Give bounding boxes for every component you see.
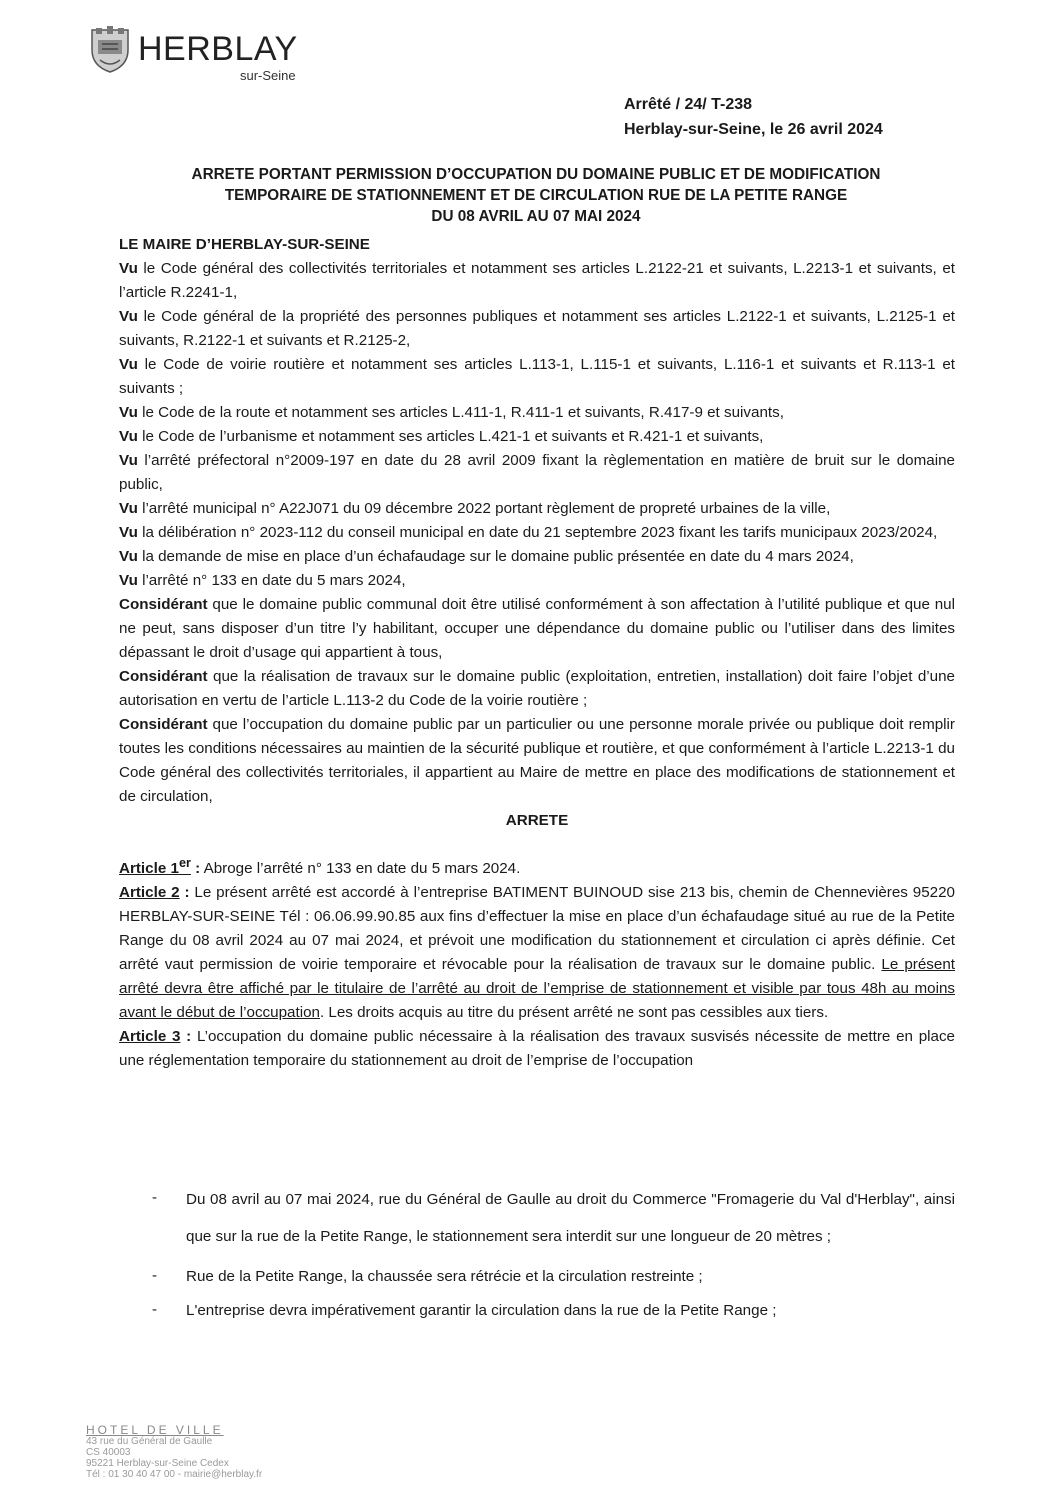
city-logo — [88, 24, 318, 84]
article-1-label: Article 1er — [119, 856, 191, 878]
visa-text: le Code général de la propriété des personnes publiques et notamment ses articles L.2122-1 et suivants, L.2125-1 et suivants, R.2122-1 et suivants et R.2125-2, — [119, 308, 955, 349]
list-item-text: L'entreprise devra impérativement garantir la circulation dans la rue de la Petite Range ; — [186, 1302, 777, 1319]
visa-text: l’arrêté n° 133 en date du 5 mars 2024, — [137, 572, 406, 589]
article-3: Article 3 : L’occupation du domaine public nécessaire à la réalisation des travaux susvisés nécessite de mettre en place une réglementation temporaire du stationnement au droit de l’emprise de l’occupation — [119, 1028, 955, 1070]
visa-paragraph — [119, 449, 955, 497]
visa-text: le Code de la route et notamment ses articles L.411-1, R.411-1 et suivants, R.417-9 et suivants, — [137, 404, 784, 421]
visa-lead: Vu — [119, 500, 138, 517]
visa-lead: Vu — [119, 572, 138, 589]
visa-lead: Vu — [119, 524, 138, 541]
visa-lead: Vu — [119, 308, 138, 325]
article-2-display-notice: Le présent arrêté devra être affiché par le titulaire de l’arrêté au droit de l’emprise de stationnement et visible par tous 48h au moins avant le début de l’occupation — [119, 956, 956, 1022]
article-1: Article 1er : Abroge l’arrêté n° 133 en date du 5 mars 2024. — [119, 856, 521, 878]
place-date: Herblay-sur-Seine, le 26 avril 2024 — [624, 121, 883, 138]
title-line-2: TEMPORAIRE DE STATIONNEMENT ET DE CIRCULATION RUE DE LA PETITE RANGE — [224, 187, 848, 204]
considering-paragraph — [119, 665, 955, 713]
visa-text: la demande de mise en place d’un échafaudage sur le domaine public présentée en date du 4 mars 2024, — [137, 548, 854, 565]
visa-paragraph — [119, 353, 955, 401]
visa-paragraph — [119, 305, 955, 353]
article-3-label: Article 3 — [119, 1028, 181, 1046]
visa-lead: Vu — [119, 404, 138, 421]
visa-paragraph — [119, 545, 955, 569]
list-item-text: Rue de la Petite Range, la chaussée sera rétrécie et la circulation restreinte ; — [186, 1268, 703, 1285]
document-title — [120, 164, 952, 227]
city-crest-icon — [88, 24, 132, 74]
visa-text: le Code de l’urbanisme et notamment ses articles L.421-1 et suivants et R.421-1 et suivants, — [137, 428, 764, 445]
footer-heading: HOTEL DE VILLE — [86, 1423, 224, 1437]
list-item — [152, 1265, 955, 1289]
list-dash: - — [152, 1301, 158, 1318]
arrete-heading: ARRETE — [505, 812, 569, 829]
visa-text: le Code général des collectivités territoriales et notamment ses articles L.2122-21 et suivants, L.2213-1 et suivants, et l’article R.2241-1, — [119, 260, 955, 301]
visa-paragraph — [119, 257, 955, 305]
visa-paragraph — [119, 569, 955, 593]
visa-lead: Vu — [119, 356, 138, 373]
article-2-tail: . Les droits acquis au titre du présent arrêté ne sont pas cessibles aux tiers. — [319, 1004, 829, 1022]
visa-text: la délibération n° 2023-112 du conseil municipal en date du 21 septembre 2023 fixant les tarifs municipaux 2023/2024, — [137, 524, 938, 541]
visa-paragraph — [119, 521, 955, 545]
list-dash: - — [152, 1267, 158, 1284]
considering-text: que le domaine public communal doit être utilisé conformément à son affectation à l’utilité publique et que nul ne peut, sans disposer d’un titre l’y habilitant, occuper une dépendance du domaine public ou l’utiliser dans des limites dépassant le droit d’usage qui appartient à tous, — [119, 596, 955, 661]
logo-name: HERBLAY — [138, 30, 298, 68]
measures-list — [152, 1187, 955, 1333]
footer-address — [86, 1425, 262, 1480]
visa-paragraph — [119, 401, 955, 425]
visa-lead: Vu — [119, 548, 138, 565]
visa-lead: Vu — [119, 260, 138, 277]
considering-paragraph — [119, 713, 955, 809]
considering-lead: Considérant — [119, 716, 208, 733]
visa-text: le Code de voirie routière et notamment ses articles L.113-1, L.115-1 et suivants, L.116-1 et suivants et R.113-1 et suivants ; — [119, 356, 955, 397]
decree-reference: Arrêté / 24/ T-238 — [624, 96, 753, 113]
article-2-text: Le présent arrêté est accordé à l’entreprise BATIMENT BUINOUD sise 213 bis, chemin de Chennevières 95220 HERBLAY-SUR-SEINE Tél : 06.06.99.90.85 aux fins d’effectuer la mise en place d’un échafaudage situé au rue de la Petite Range du 08 avril 2024 au 07 mai 2024, et prévoit une modification du stationnement et circulation ci après définie. Cet arrêté vaut permission de voirie temporaire et révocable pour la réalisation de travaux sur le domaine public. — [119, 884, 955, 974]
authority-line: LE MAIRE D’HERBLAY-SUR-SEINE — [119, 236, 370, 253]
visa-lead: Vu — [119, 452, 138, 469]
considering-paragraph — [119, 593, 955, 665]
considering-lead: Considérant — [119, 668, 208, 685]
title-line-3: DU 08 AVRIL AU 07 MAI 2024 — [431, 208, 641, 225]
considering-lead: Considérant — [119, 596, 208, 613]
visa-text: l’arrêté municipal n° A22J071 du 09 décembre 2022 portant règlement de propreté urbaines de la ville, — [137, 500, 831, 517]
reference-block — [624, 92, 883, 142]
list-dash: - — [152, 1189, 158, 1206]
visa-paragraph — [119, 497, 955, 521]
footer-street: 43 rue du Général de Gaulle — [86, 1436, 213, 1447]
considering-text: que l’occupation du domaine public par un particulier ou une personne morale privée ou publique doit remplir toutes les conditions nécessaires au maintien de la sécurité publique et routière, et que conformément à l’article L.2213-1 du Code général des collectivités territoriales, il appartient au Maire de mettre en place des modifications de stationnement et de circulation, — [119, 716, 955, 805]
article-3-text: L’occupation du domaine public nécessaire à la réalisation des travaux susvisés nécessite de mettre en place une réglementation temporaire du stationnement au droit de l’emprise de l’occupation — [119, 1028, 955, 1070]
list-item-text: Du 08 avril au 07 mai 2024, rue du Général de Gaulle au droit du Commerce "Fromagerie du Val d'Herblay", ainsi que sur la rue de la Petite Range, le stationnement sera interdit sur une longueur de 20 mètres ; — [186, 1191, 955, 1245]
list-item — [152, 1299, 955, 1323]
list-item — [152, 1187, 955, 1255]
article-1-text: Abroge l’arrêté n° 133 en date du 5 mars 2024. — [200, 860, 521, 878]
visa-lead: Vu — [119, 428, 138, 445]
article-2: Article 2 : Le présent arrêté est accordé à l’entreprise BATIMENT BUINOUD sise 213 bis, chemin de Chennevières 95220 HERBLAY-SUR-SEINE Tél : 06.06.99.90.85 aux fins d’effectuer la mise en place d’un échafaudage situé au rue de la Petite Range du 08 avril 2024 au 07 mai 2024, et prévoit une modification du stationnement et circulation ci après définie. Cet arrêté vaut permission de voirie temporaire et révocable pour la réalisation de travaux sur le domaine public. Le présent arrêté devra être affiché par le titulaire de l’arrêté au droit de l’emprise de stationnement et visible par tous 48h au moins avant le début de l’occupation. Les droits acquis au titre du présent arrêté ne sont pas cessibles aux tiers. — [119, 884, 956, 1022]
footer-contact: Tél : 01 30 40 47 00 - mairie@herblay.fr — [86, 1469, 263, 1480]
considering-text: que la réalisation de travaux sur le domaine public (exploitation, entretien, installation) doit faire l’objet d’une autorisation en vertu de l’article L.113-2 du Code de la voirie routière ; — [119, 668, 955, 709]
logo-subtitle: sur-Seine — [240, 68, 296, 83]
visa-paragraph — [119, 425, 955, 449]
footer-city: 95221 Herblay-sur-Seine Cedex — [86, 1458, 229, 1469]
title-line-1: ARRETE PORTANT PERMISSION D’OCCUPATION DU DOMAINE PUBLIC ET DE MODIFICATION — [191, 166, 881, 183]
visa-text: l’arrêté préfectoral n°2009-197 en date du 28 avril 2009 fixant la règlementation en matière de bruit sur le domaine public, — [119, 452, 955, 493]
footer-cs: CS 40003 — [86, 1447, 131, 1458]
document-body — [119, 233, 955, 1073]
article-2-label: Article 2 — [119, 884, 180, 902]
